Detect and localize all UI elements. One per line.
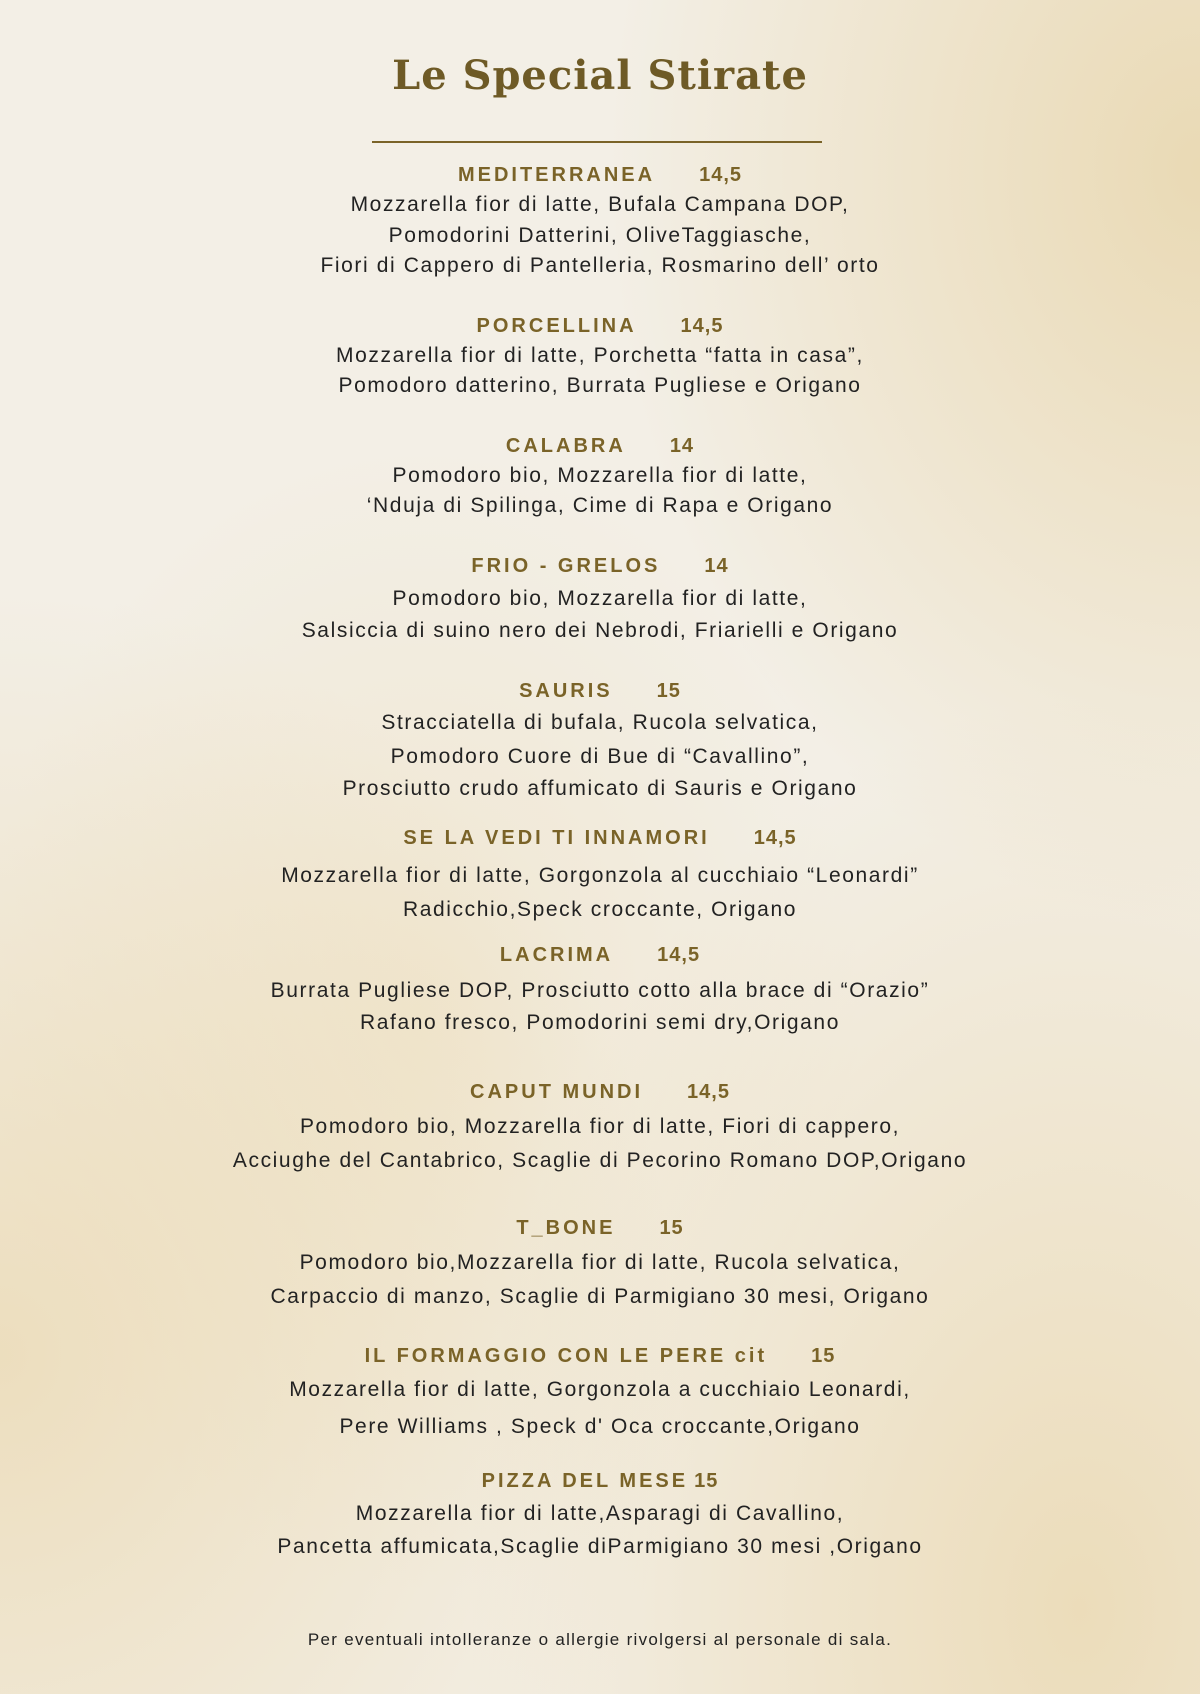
- menu-item-name: [0, 1077, 1200, 1107]
- item-description-line: Fiori di Cappero di Pantelleria, Rosmarino dell’ orto: [320, 254, 880, 277]
- item-price: 15: [811, 1345, 836, 1367]
- item-name: CALABRA: [505, 435, 626, 457]
- item-price: 14: [704, 555, 729, 577]
- item-description-line: Pomodoro bio, Mozzarella fior di latte,: [392, 587, 808, 610]
- item-description-line: Carpaccio di manzo, Scaglie di Parmigiano 30 mesi, Origano: [270, 1285, 930, 1308]
- item-price: 15: [659, 1217, 684, 1239]
- menu-item-name: [0, 823, 1200, 853]
- title-divider: [372, 141, 822, 143]
- menu-title: Le Special Stirate: [392, 52, 808, 99]
- item-name: PORCELLINA: [476, 315, 637, 337]
- item-description-line: Pomodoro bio,Mozzarella fior di latte, Rucola selvatica,: [299, 1251, 901, 1274]
- item-description-line: Pomodoro bio, Mozzarella fior di latte, Fiori di cappero,: [299, 1115, 901, 1138]
- item-name: SAURIS: [519, 680, 613, 702]
- item-description-line: Mozzarella fior di latte, Porchetta “fatta in casa”,: [336, 344, 864, 367]
- item-description-line: Stracciatella di bufala, Rucola selvatica,: [381, 711, 819, 734]
- item-name: PIZZA DEL MESE: [481, 1470, 689, 1492]
- item-price: 14,5: [657, 944, 701, 966]
- item-description-line: Pancetta affumicata,Scaglie diParmigiano 30 mesi ,Origano: [277, 1535, 923, 1558]
- item-name: T_BONE: [516, 1217, 616, 1239]
- allergy-note: Per eventuali intolleranze o allergie rivolgersi al personale di sala.: [307, 1630, 893, 1649]
- menu-item-name: [0, 311, 1200, 341]
- item-description-line: Radicchio,Speck croccante, Origano: [402, 898, 798, 921]
- item-description-line: Acciughe del Cantabrico, Scaglie di Pecorino Romano DOP,Origano: [232, 1149, 968, 1172]
- item-price: 14,5: [699, 164, 743, 186]
- menu-item-name: [0, 160, 1200, 190]
- item-description-line: Mozzarella fior di latte, Bufala Campana DOP,: [350, 193, 850, 216]
- item-name: LACRIMA: [499, 944, 614, 966]
- menu-item-name: [0, 1213, 1200, 1243]
- menu-item-name: [0, 940, 1200, 970]
- item-description-line: Pomodorini Datterini, OliveTaggiasche,: [388, 224, 812, 247]
- menu-item-name: [0, 1466, 1200, 1496]
- item-description-line: Pere Williams , Speck d' Oca croccante,Origano: [339, 1415, 861, 1438]
- item-price: 15: [694, 1470, 719, 1492]
- menu-item-name: [0, 1341, 1200, 1371]
- item-description-line: Pomodoro datterino, Burrata Pugliese e Origano: [338, 374, 862, 397]
- item-description-line: Mozzarella fior di latte,Asparagi di Cavallino,: [355, 1502, 845, 1525]
- item-name: CAPUT MUNDI: [470, 1081, 644, 1103]
- item-name: IL FORMAGGIO CON LE PERE cit: [364, 1345, 768, 1367]
- item-price: 15: [656, 680, 681, 702]
- item-description-line: ‘Nduja di Spilinga, Cime di Rapa e Origano: [366, 494, 834, 517]
- item-price: 14,5: [687, 1081, 730, 1103]
- item-price: 14,5: [680, 315, 724, 337]
- item-price: 14: [669, 435, 695, 457]
- item-description-line: Prosciutto crudo affumicato di Sauris e Origano: [342, 777, 858, 800]
- item-name: SE LA VEDI TI INNAMORI: [403, 827, 710, 849]
- item-description-line: Rafano fresco, Pomodorini semi dry,Origano: [360, 1011, 840, 1034]
- item-description-line: Pomodoro Cuore di Bue di “Cavallino”,: [390, 745, 810, 768]
- item-description-line: Mozzarella fior di latte, Gorgonzola a cucchiaio Leonardi,: [289, 1378, 911, 1401]
- item-name: FRIO - GRELOS: [471, 555, 661, 577]
- item-name: MEDITERRANEA: [457, 164, 656, 186]
- item-price: 14,5: [753, 827, 797, 849]
- item-description-line: Pomodoro bio, Mozzarella fior di latte,: [392, 464, 808, 487]
- menu-item-name: [0, 551, 1200, 581]
- menu-item-name: [0, 431, 1200, 461]
- item-description-line: Burrata Pugliese DOP, Prosciutto cotto alla brace di “Orazio”: [270, 979, 930, 1002]
- item-description-line: Salsiccia di suino nero dei Nebrodi, Friarielli e Origano: [301, 619, 899, 642]
- item-description-line: Mozzarella fior di latte, Gorgonzola al cucchiaio “Leonardi”: [281, 864, 919, 887]
- menu-item-name: [0, 676, 1200, 706]
